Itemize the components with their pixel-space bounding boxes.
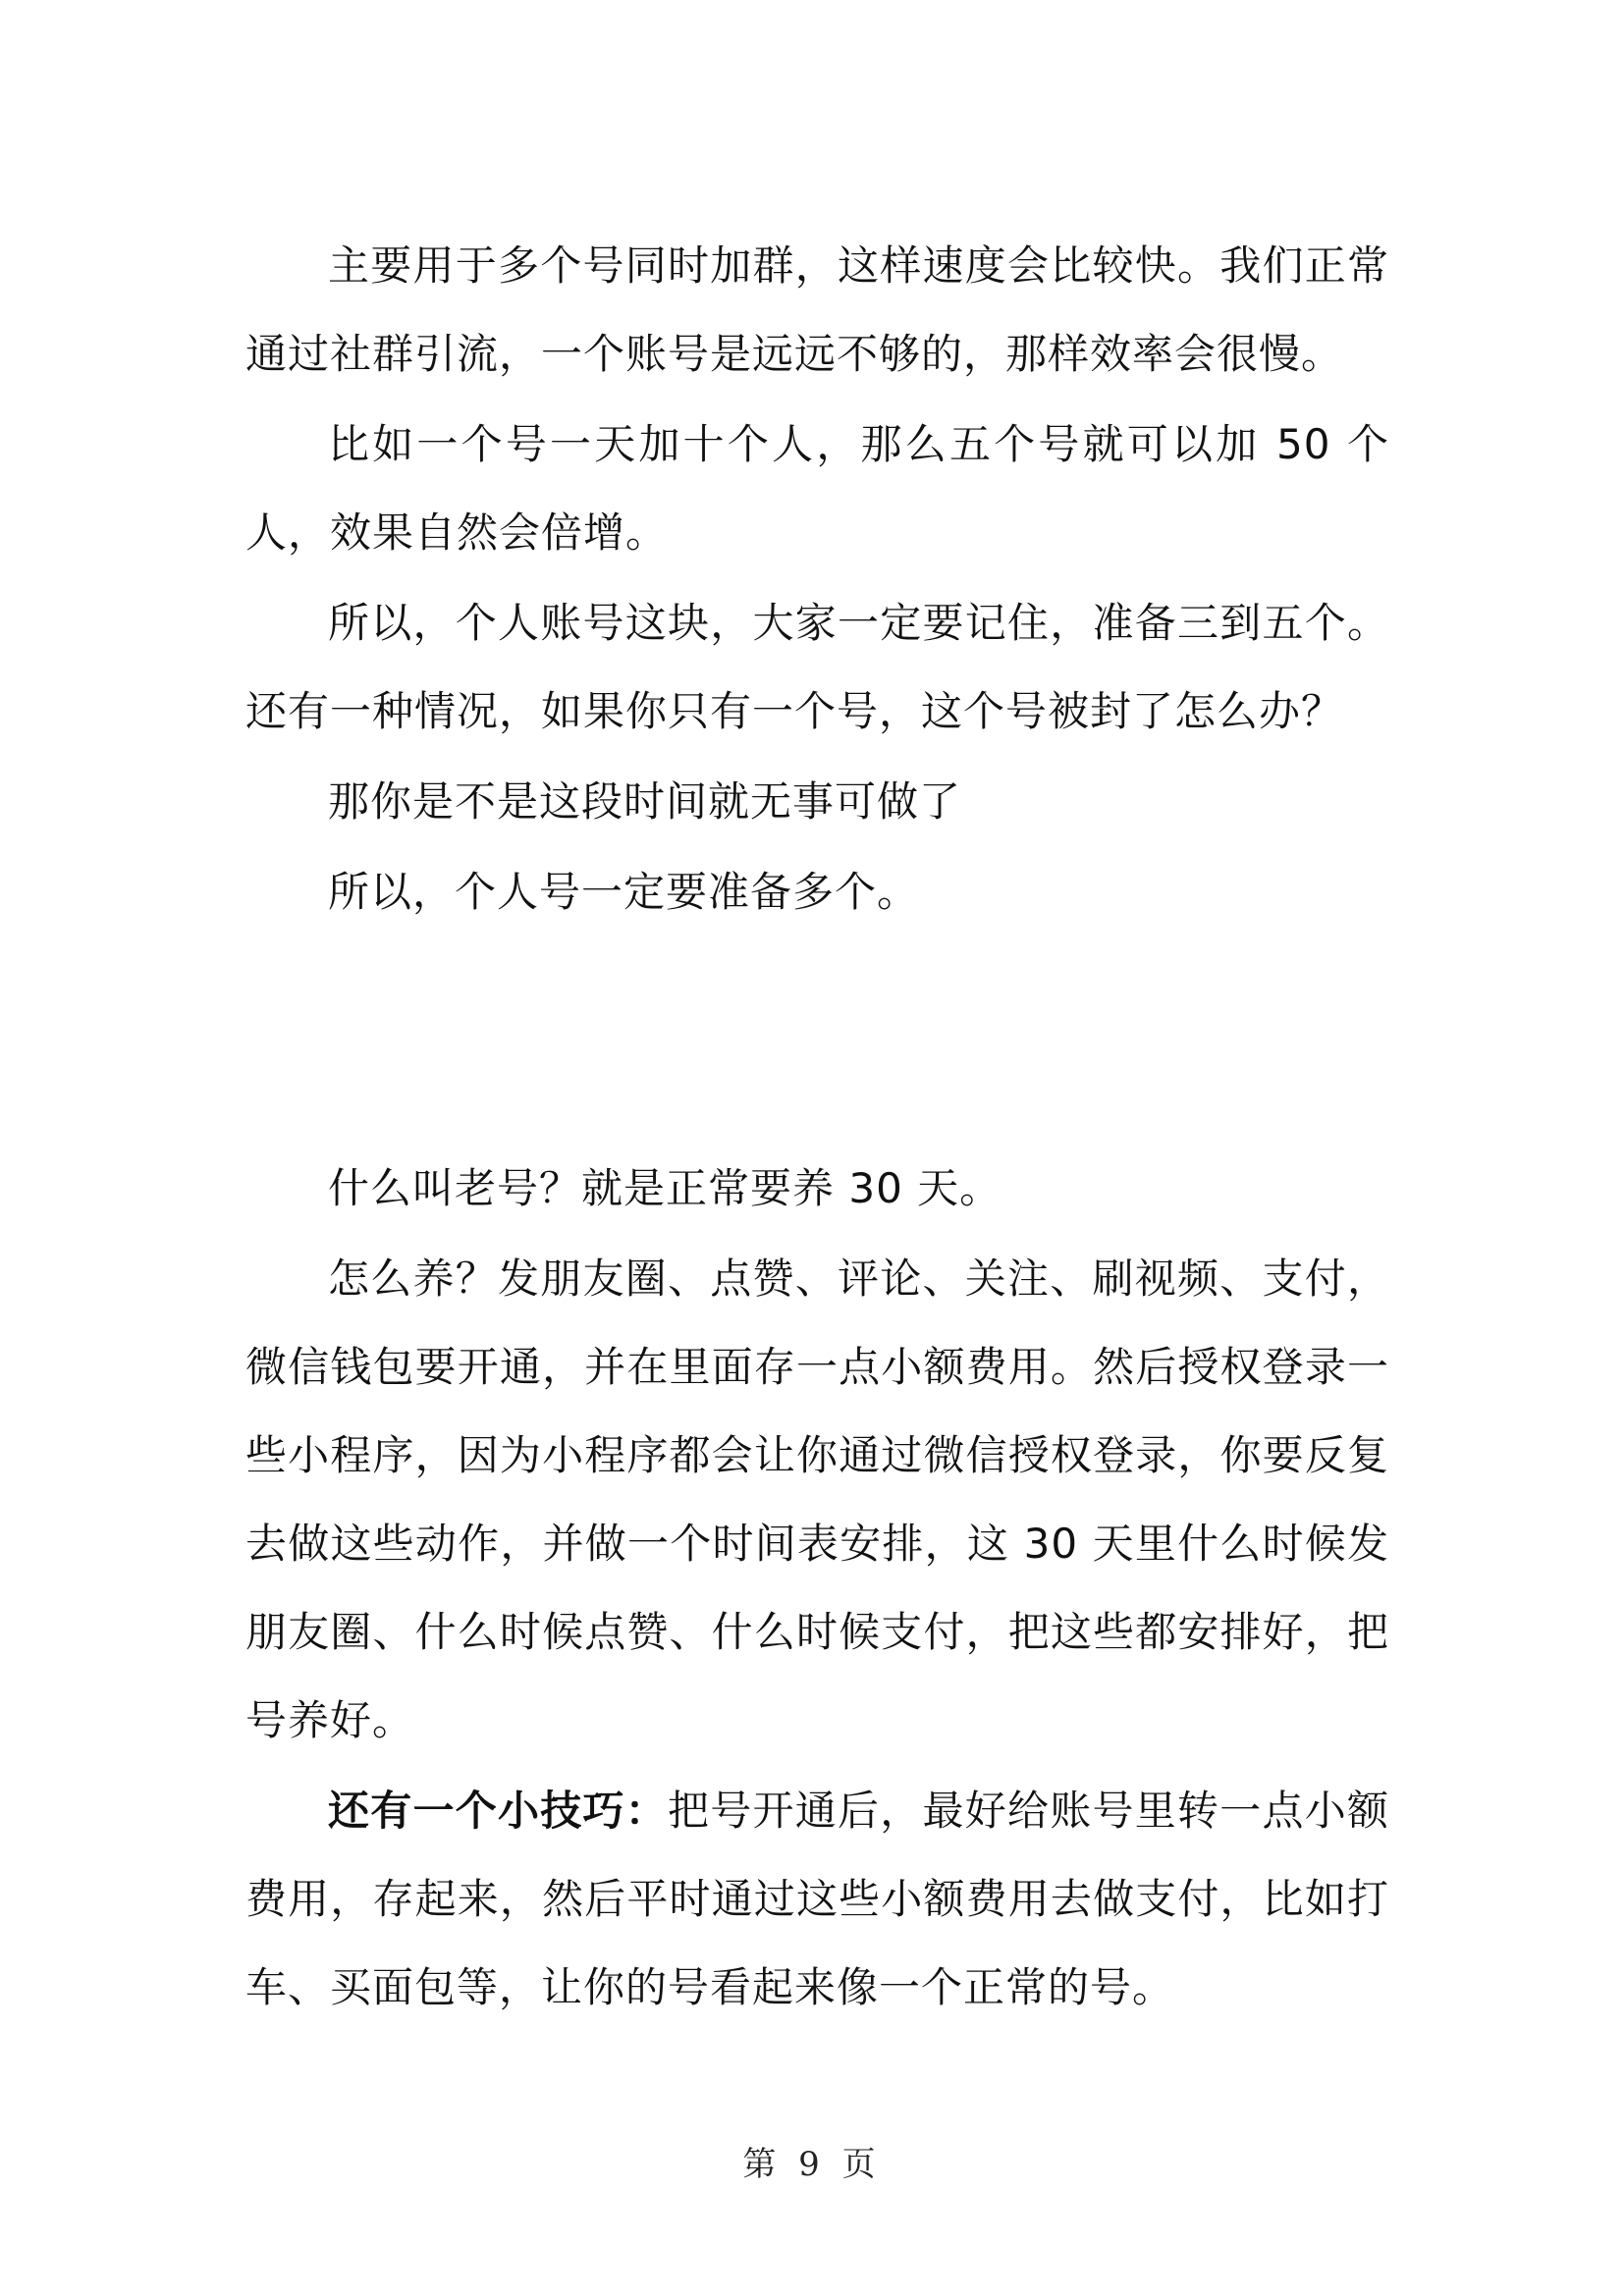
paragraph: 所以，个人号一定要准备多个。 (328, 868, 920, 916)
paragraph: 比如一个号一天加十个人，那么五个号就可以加 50 个人，效果自然会倍增。 (245, 420, 1389, 557)
paragraph: 那你是不是这段时间就无事可做了 (328, 777, 962, 826)
body-text (245, 222, 1389, 2032)
paragraph: 所以，个人账号这块，大家一定要记住，准备三到五个。还有一种情况，如果你只有一个号，这个号被封了怎么办？ (245, 599, 1389, 735)
tip-lead: 还有一个小技巧： (328, 1787, 668, 1835)
paragraph: 什么叫老号？就是正常要养 30 天。 (328, 1164, 1002, 1212)
paragraph: 怎么养？发朋友圈、点赞、评论、关注、刷视频、支付，微信钱包要开通，并在里面存一点小额费用。然后授权登录一些小程序，因为小程序都会让你通过微信授权登录，你要反复去做这些动作，并做一个时间表安排，这 30 天里什么时候发朋友圈、什么时候点赞、什么时候支付，把这些都安排好，把号养好。 (245, 1255, 1389, 1744)
blank-gap (245, 936, 1389, 1145)
tip-text: 把号开通后，最好给账号里转一点小额费用，存起来，然后平时通过这些小额费用去做支付，比如打车、买面包等，让你的号看起来像一个正常的号。 (245, 1787, 1389, 2011)
tip-paragraph (245, 1767, 1389, 2032)
paragraph: 主要用于多个号同时加群，这样速度会比较快。我们正常通过社群引流，一个账号是远远不够的，那样效率会很慢。 (245, 241, 1389, 378)
page-number: 第 9 页 (742, 2145, 882, 2184)
